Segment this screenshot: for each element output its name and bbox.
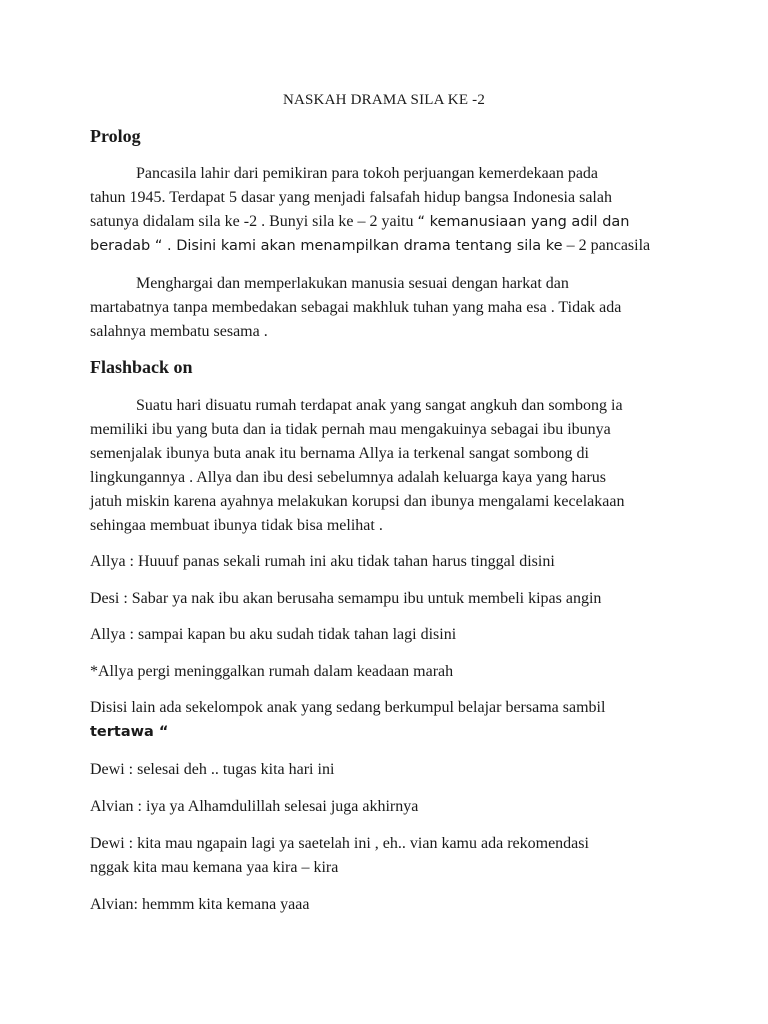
heading-flashback: Flashback on	[90, 357, 193, 377]
text-line: Alvian: hemmm kita kemana yaaa	[90, 896, 310, 913]
text-line: *Allya pergi meninggalkan rumah dalam keadaan marah	[90, 663, 454, 680]
text-line: salahnya membatu sesama .	[90, 323, 268, 340]
text-line: satunya didalam sila ke -2 . Bunyi sila ke – 2 yaitu	[90, 213, 418, 230]
text-line: “ kemanusiaan yang adil dan	[417, 214, 630, 230]
dialog-line-9	[90, 893, 690, 917]
text-line: lingkungannya . Allya dan ibu desi sebelumnya adalah keluarga kaya yang harus	[90, 469, 606, 486]
text-line: beradab “ . Disini kami akan menampilkan drama tentang sila ke	[90, 238, 563, 254]
prolog-paragraph-2	[90, 272, 690, 344]
text-line: Dewi : selesai deh .. tugas kita hari ini	[90, 761, 335, 778]
prolog-paragraph-1	[90, 162, 690, 258]
text-line: Menghargai dan memperlakukan manusia sesuai dengan harkat dan	[136, 275, 569, 292]
text-line: Allya : sampai kapan bu aku sudah tidak tahan lagi disini	[90, 626, 457, 643]
text-line: tahun 1945. Terdapat 5 dasar yang menjadi falsafah hidup bangsa Indonesia salah	[90, 189, 612, 206]
text-line: Pancasila lahir dari pemikiran para tokoh perjuangan kemerdekaan pada	[136, 165, 599, 182]
dialog-line-6	[90, 758, 690, 782]
text-line: semenjalak ibunya buta anak itu bernama Allya ia terkenal sangat sombong di	[90, 445, 589, 462]
text-line: Dewi : kita mau ngapain lagi ya saetelah ini , eh.. vian kamu ada rekomendasi	[90, 835, 589, 852]
text-line: Desi : Sabar ya nak ibu akan berusaha semampu ibu untuk membeli kipas angin	[90, 590, 602, 607]
text-line: sehingaa membuat ibunya tidak bisa melihat .	[90, 517, 383, 534]
text-line: jatuh miskin karena ayahnya melakukan korupsi dan ibunya mengalami kecelakaan	[90, 493, 625, 510]
document-title: NASKAH DRAMA SILA KE -2	[282, 92, 486, 108]
text-line: nggak kita mau kemana yaa kira – kira	[90, 859, 339, 876]
text-line: martabatnya tanpa membedakan sebagai makhluk tuhan yang maha esa . Tidak ada	[90, 299, 622, 316]
heading-prolog: Prolog	[90, 126, 141, 146]
text-line: Suatu hari disuatu rumah terdapat anak yang sangat angkuh dan sombong ia	[136, 397, 623, 414]
text-line: Alvian : iya ya Alhamdulillah selesai juga akhirnya	[90, 798, 419, 815]
dialog-line-2	[90, 587, 690, 611]
stage-direction	[90, 660, 690, 684]
text-line: Allya : Huuuf panas sekali rumah ini aku tidak tahan harus tinggal disini	[90, 553, 555, 570]
dialog-line-8	[90, 832, 690, 880]
dialog-line-7	[90, 795, 690, 819]
flashback-paragraph-1	[90, 394, 690, 538]
text-line: memiliki ibu yang buta dan ia tidak pernah mau mengakuinya sebagai ibu ibunya	[90, 421, 611, 438]
dialog-line-3	[90, 623, 690, 647]
dialog-line-1	[90, 550, 690, 574]
text-line: – 2 pancasila	[562, 237, 651, 254]
text-line: tertawa “	[90, 724, 169, 740]
text-line: Disisi lain ada sekelompok anak yang sedang berkumpul belajar bersama sambil	[90, 699, 606, 716]
narration-paragraph	[90, 696, 690, 744]
